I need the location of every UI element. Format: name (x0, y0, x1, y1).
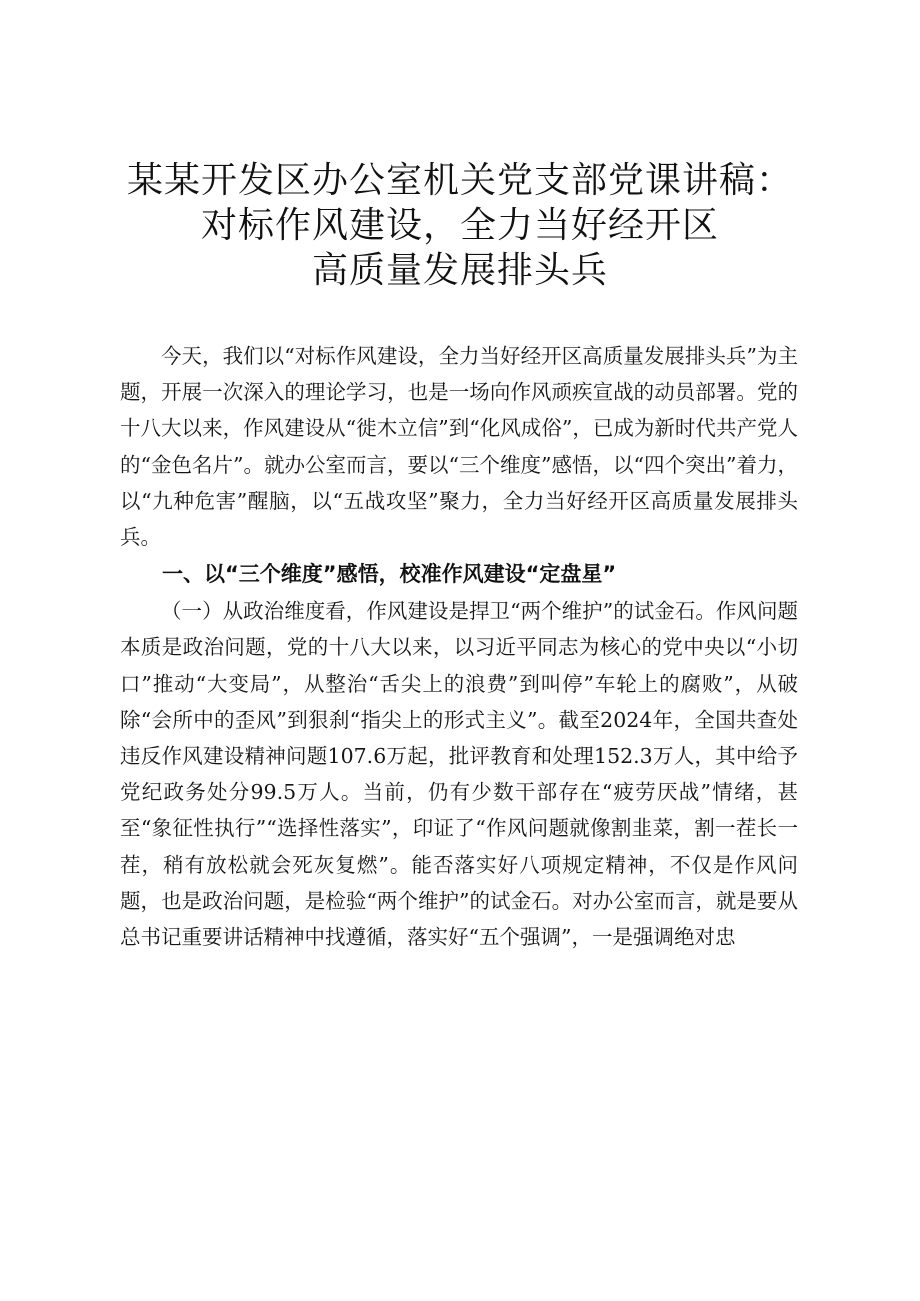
document-body (120, 338, 798, 955)
section-1-paragraph: （一）从政治维度看，作风建设是捍卫“两个维护”的试金石。作风问题本质是政治问题，党的十八大以来，以习近平同志为核心的党中央以“小切口”推动“大变局”，从整治“舌尖上的浪费”到叫停”车轮上的腐败”，从破除“会所中的歪风”到狠刹“指尖上的形式主义”。截至2024年，全国共查处违反作风建设精神问题107.6万起，批评教育和处理152.3万人，其中给予党纪政务处分99.5万人。当前，仍有少数干部存在“疲劳厌战”情绪，甚至“象征性执行”“选择性落实”，印证了“作风问题就像割韭菜，割一茬长一茬，稍有放松就会死灰复燃”。能否落实好八项规定精神，不仅是作风问题，也是政治问题，是检验“两个维护”的试金石。对办公室而言，就是要从总书记重要讲话精神中找遵循，落实好“五个强调”，一是强调绝对忠 (120, 599, 798, 950)
title-line-3: 高质量发展排头兵 (311, 250, 608, 291)
title-line-2: 对标作风建设，全力当好经开区 (200, 205, 719, 246)
intro-paragraph: 今天，我们以“对标作风建设，全力当好经开区高质量发展排头兵”为主题，开展一次深入的理论学习，也是一场向作风顽疾宣战的动员部署。党的十八大以来，作风建设从“徙木立信”到“化风成俗”，已成为新时代共产党人的“金色名片”。就办公室而言，要以“三个维度”感悟，以“四个突出”着力，以“九种危害”醒脑，以“五战攻坚”聚力，全力当好经开区高质量发展排头兵。 (120, 344, 798, 550)
section-1-heading: 一、以“三个维度”感悟，校准作风建设“定盘星” (162, 562, 617, 587)
title-line-1: 某某开发区办公室机关党支部党课讲稿： (126, 160, 793, 201)
document-title (90, 158, 830, 293)
